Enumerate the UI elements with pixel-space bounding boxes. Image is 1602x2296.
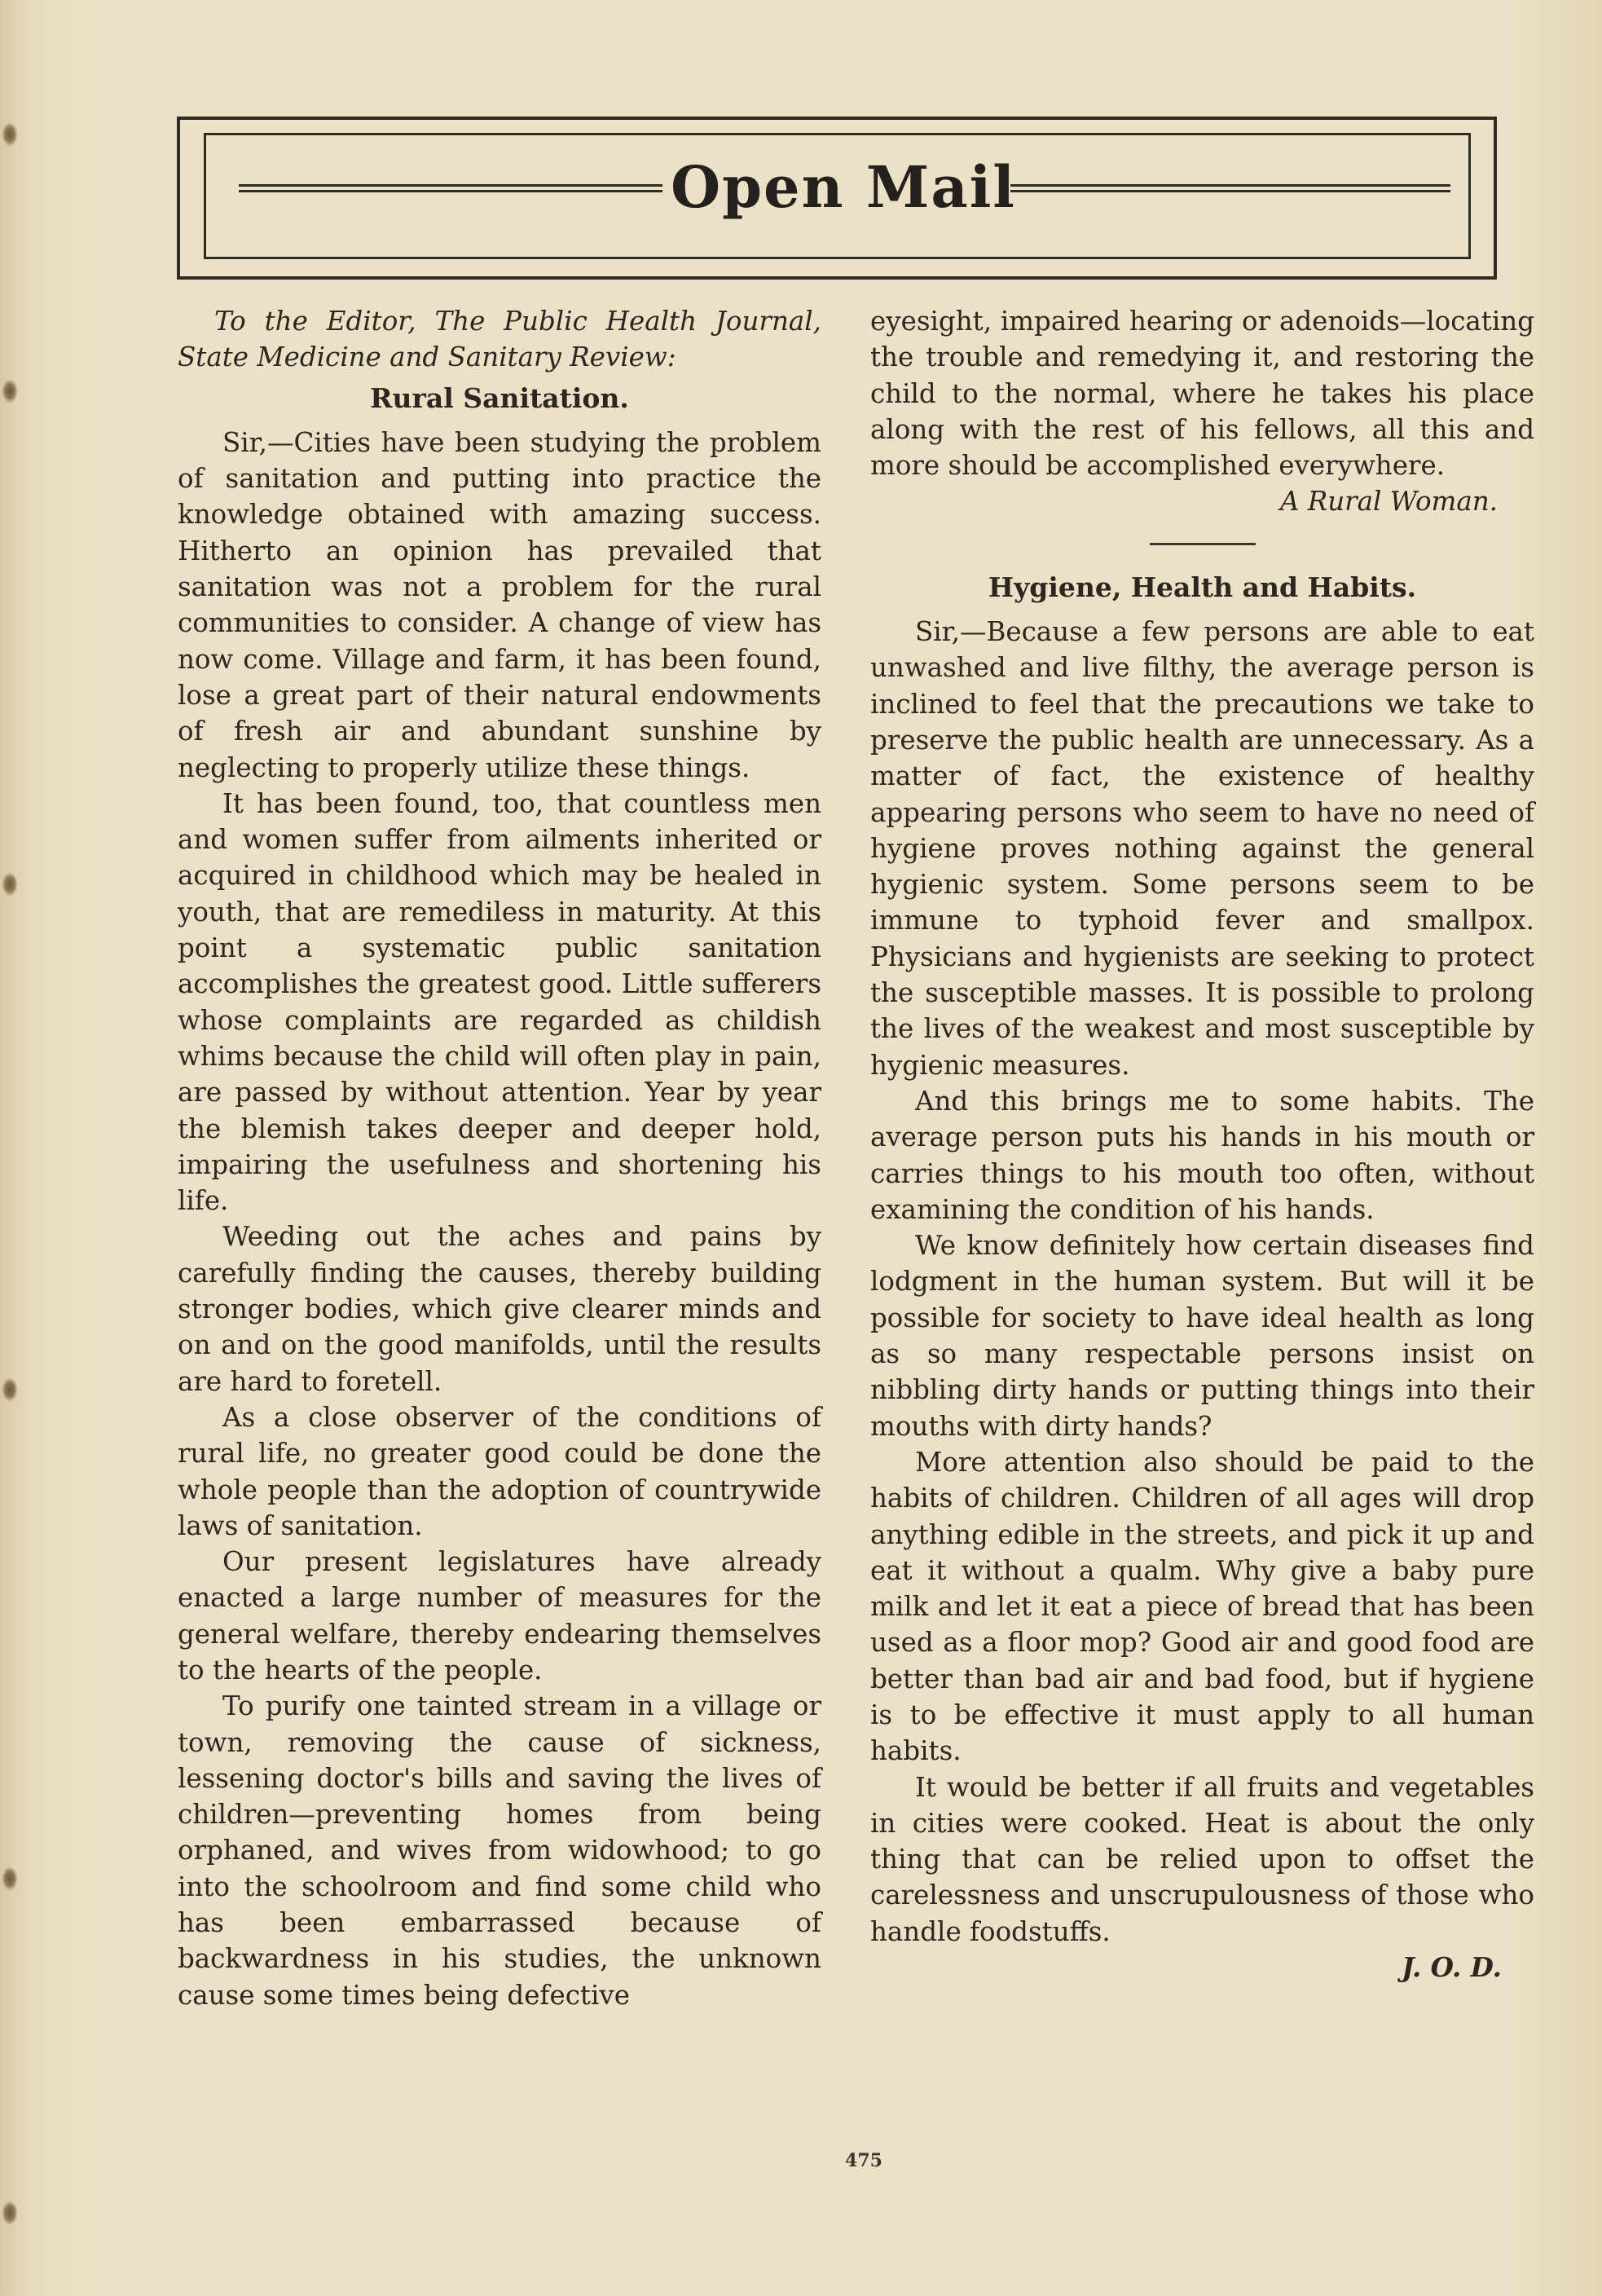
signature-rural-woman: A Rural Woman.	[1279, 486, 1498, 518]
paragraph: More attention also should be paid to the habits of children. Children of all ages will drop anything edible in the streets, and pick it up and eat it without a qualm. Why give a baby pure milk and let it eat a piece of bread that has been used as a floor mop? Good air and good food are better than bad air and bad food, but if hygiene is to be effective it must apply to all human habits.	[870, 1446, 1534, 1767]
masthead-title: Open Mail	[671, 153, 1016, 221]
masthead-rule-left	[239, 184, 662, 192]
letter-salutation: To the Editor, The Public Health Journal, State Medicine and Sanitary Review:	[178, 306, 821, 373]
signature-jod: J. O. D.	[1402, 1951, 1502, 1984]
paragraph: As a close observer of the conditions of rural life, no greater good could be done the whole people than the adoption of countrywide laws of sanitation.	[178, 1401, 821, 1541]
paragraph: And this brings me to some habits. The average person puts his hands in his mouth or carries things to his mouth too often, without examining the condition of his hands.	[870, 1085, 1534, 1225]
binding-mark	[2, 1866, 18, 1891]
paragraph-continuation: eyesight, impaired hearing or adenoids—locating the trouble and remedying it, and restoring the child to the normal, where he takes his place along with the rest of his fellows, all this and more should be accomplished everywhere.	[870, 306, 1534, 482]
binding-mark	[2, 1377, 18, 1402]
paragraph-final	[870, 1769, 1534, 1986]
paragraph: Our present legislatures have already enacted a large number of measures for the general welfare, thereby endearing themselves to the hearts of the people.	[178, 1546, 821, 1686]
binding-mark	[2, 872, 18, 897]
final-paragraph-text: It would be better if all fruits and vegetables in cities were cooked. Heat is about the only thing that can be relied upon to offset the carelessness and unscrupulousness of those who handle foodstuffs.	[870, 1771, 1534, 1947]
masthead-rule-right	[1010, 184, 1450, 192]
paragraph: To purify one tainted stream in a village or town, removing the cause of sickness, lessening doctor's bills and saving the lives of children—preventing homes from being orphaned, and wives from widowhood; to go into the schoolroom and find some child who has been embarrassed because of backwardness in his studies, the unknown cause some times being defective	[178, 1690, 821, 2011]
paragraph: It has been found, too, that countless men and women suffer from ailments inherited or acquired in childhood which may be healed in youth, that are remediless in maturity. At this point a systematic public sanitation accomplishes the greatest good. Little sufferers whose complaints are regarded as childish whims because the child will often play in pain, are passed by without attention. Year by year the blemish takes deeper and deeper hold, impairing the usefulness and shortening his life.	[178, 787, 821, 1217]
binding-mark	[2, 379, 18, 403]
paragraph: Sir,—Because a few persons are able to eat unwashed and live filthy, the average person is inclined to feel that the precautions we take to preserve the public health are unnecessary. As a matter of fact, the existence of healthy appearing persons who seem to have no need of hygiene proves nothing against the general hygienic system. Some persons seem to be immune to typhoid fever and smallpox. Physicians and hygienists are seeking to protect the susceptible masses. It is possible to prolong the lives of the weakest and most susceptible by hygienic measures.	[870, 616, 1534, 1081]
binding-mark	[2, 2201, 18, 2225]
left-column	[178, 303, 821, 2013]
right-column	[870, 303, 1534, 1985]
page-number: 475	[845, 2150, 882, 2171]
paragraph: Sir,—Cities have been studying the problem of sanitation and putting into practice the knowledge obtained with amazing success. Hitherto an opinion has prevailed that sanitation was not a problem for the rural communities to consider. A change of view has now come. Village and farm, it has been found, lose a great part of their natural endowments of fresh air and abundant sunshine by neglecting to properly utilize these things.	[178, 426, 821, 783]
paragraph: We know definitely how certain diseases find lodgment in the human system. But will it be possible for society to have ideal health as long as so many respectable persons insist on nibbling dirty hands or putting things into their mouths with dirty hands?	[870, 1230, 1534, 1442]
binding-mark	[2, 122, 18, 147]
signature-line	[870, 1950, 1534, 1985]
section-separator	[1150, 543, 1256, 545]
article-heading-rural-sanitation: Rural Sanitation.	[370, 381, 629, 414]
paragraph: Weeding out the aches and pains by carefully finding the causes, thereby building stronger bodies, which give clearer minds and on and on the good manifolds, until the results are hard to foretell.	[178, 1221, 821, 1397]
article-heading-hygiene: Hygiene, Health and Habits.	[988, 571, 1417, 603]
